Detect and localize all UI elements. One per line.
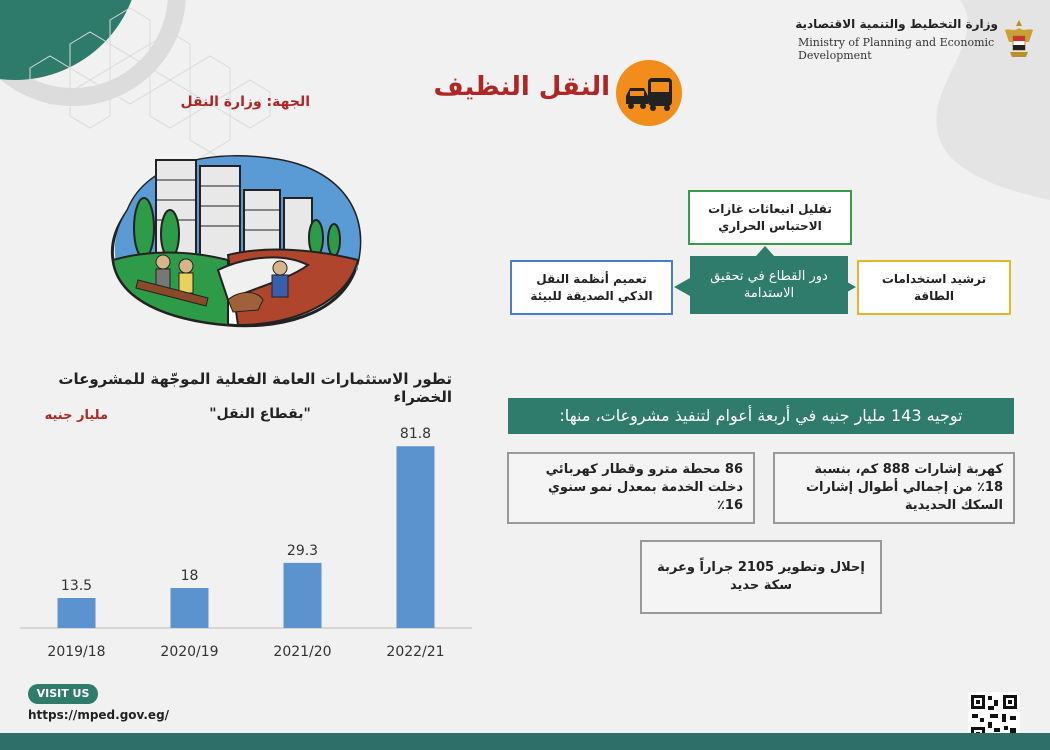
energy-rationalization-box: ترشيد استخدامات الطاقة bbox=[857, 260, 1011, 315]
chart-tick-label: 2019/18 bbox=[47, 644, 106, 660]
footer-bar bbox=[0, 733, 1050, 750]
chart-bar bbox=[171, 588, 209, 628]
chart-bar bbox=[397, 446, 435, 628]
diagram-arrows bbox=[670, 240, 860, 310]
chart-value-label: 29.3 bbox=[286, 542, 319, 559]
city-park-illustration bbox=[108, 150, 368, 330]
chart-value-label: 81.8 bbox=[399, 426, 432, 443]
metro-stations-box: 86 محطة مترو وقطار كهربائي دخلت الخدمة بمعدل نمو سنوي 16٪ bbox=[507, 452, 755, 524]
chart-tick-label: 2021/20 bbox=[273, 644, 332, 660]
chart-title: تطور الاستثمارات العامة الفعلية الموجّهة للمشروعات الخضراء bbox=[58, 370, 452, 406]
chart-bar bbox=[284, 563, 322, 628]
signals-electrification-box: كهربة إشارات 888 كم، بنسبة 18٪ من إجمالي أطوال إشارات السكك الحديدية bbox=[773, 452, 1015, 524]
page-title: النقل النظيف bbox=[433, 72, 610, 102]
ministry-name-english: Ministry of Planning and Economic Development bbox=[798, 36, 995, 62]
smart-transport-box: تعميم أنظمة النقل الذكي الصديقة للبيئة bbox=[510, 260, 673, 315]
arrow-up-icon bbox=[756, 246, 774, 256]
ministry-name-arabic: وزارة التخطيط والتنمية الاقتصادية bbox=[795, 17, 998, 31]
investment-bar-chart bbox=[20, 400, 480, 670]
entity-label: الجهة: وزارة النقل bbox=[180, 94, 310, 110]
arrow-left-icon bbox=[674, 278, 690, 296]
chart-unit-label: مليار جنيه bbox=[44, 408, 108, 423]
visit-us-button[interactable]: VISIT US bbox=[28, 684, 98, 704]
emissions-reduction-box: تقليل انبعاثات غازات الاحتباس الحراري bbox=[688, 190, 852, 245]
sector-role-box: دور القطاع في تحقيق الاستدامة bbox=[690, 256, 848, 314]
chart-subtitle: "بقطاع النقل" bbox=[209, 406, 311, 422]
website-link[interactable]: https://mped.gov.eg/ bbox=[28, 708, 170, 722]
bus-car-icon bbox=[616, 60, 682, 126]
tractors-replacement-box: إحلال وتطوير 2105 جراراً وعربة سكة حديد bbox=[640, 540, 882, 614]
chart-tick-label: 2020/19 bbox=[160, 644, 219, 660]
investment-banner: توجيه 143 مليار جنيه في أربعة أعوام لتنفيذ مشروعات، منها: bbox=[508, 398, 1014, 434]
transport-badge-icon bbox=[616, 60, 682, 126]
chart-value-label: 13.5 bbox=[60, 578, 93, 594]
chart-tick-label: 2022/21 bbox=[386, 644, 445, 660]
eagle-emblem-icon bbox=[1002, 16, 1036, 60]
arrow-right-icon bbox=[840, 278, 856, 296]
chart-value-label: 18 bbox=[180, 568, 199, 584]
chart-bar bbox=[58, 598, 96, 628]
